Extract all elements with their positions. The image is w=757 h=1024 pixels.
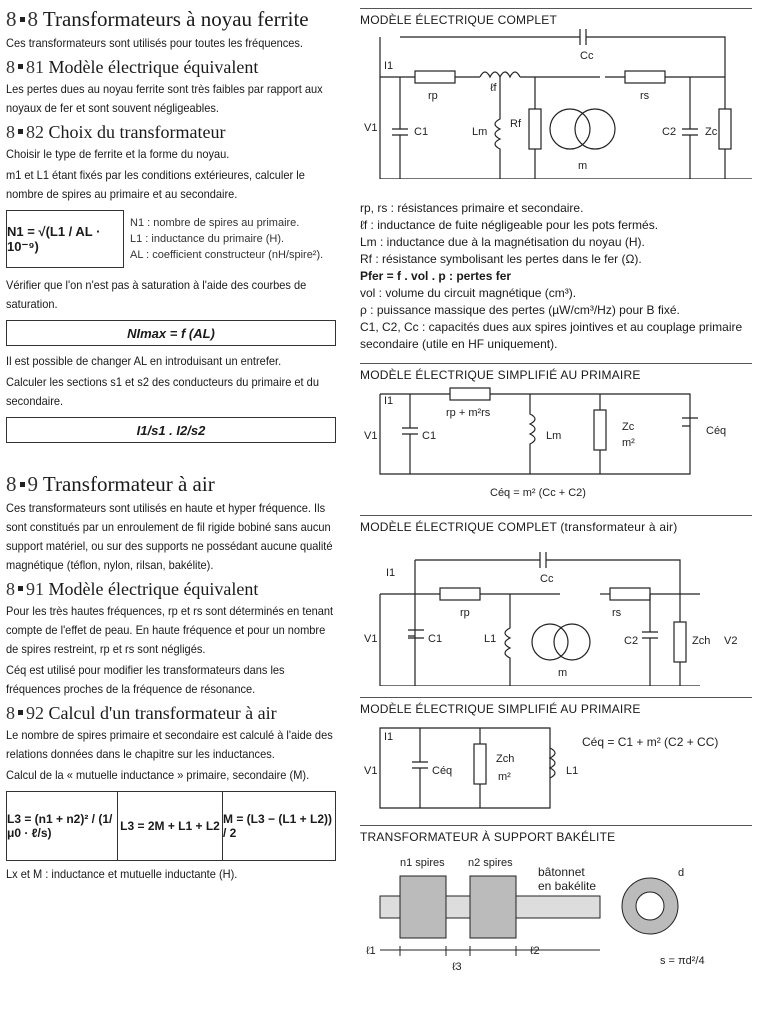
section-8-9-text: Ces transformateurs sont utilisés en haute et hyper fréquence. Ils sont constitués par un enroulement de fil rigide bobiné sans aucun support matériel, ou sur des supports ne possédant aucune qualité magnétique (téflon, nylon, rilsan, bakélite).: [6, 501, 333, 572]
mutual-inductance-formulas: [6, 791, 336, 861]
inductance-legend: Lx et M : inductance et mutuelle inductante (H).: [6, 867, 238, 881]
left-column: [6, 8, 336, 886]
ceq-formula: Céq = m² (Cc + C2): [490, 487, 586, 499]
complete-model-title: MODÈLE ÉLECTRIQUE COMPLET: [360, 13, 558, 27]
section-8-82-text-1: Choisir le type de ferrite et la forme du noyau.: [6, 147, 230, 161]
label-zc: Zc: [705, 126, 718, 138]
label-m: m: [578, 160, 588, 172]
section-8-91-heading: 8 91 Modèle électrique équivalent: [6, 579, 259, 599]
complete-model-diagram: [360, 29, 752, 179]
label-zch: Zch: [496, 753, 515, 765]
saturation-formula: NImax = f (AL): [6, 320, 336, 346]
ceq-air-formula: Céq = C1 + m² (C2 + CC): [582, 735, 719, 749]
label-v1: V1: [364, 122, 378, 134]
label-i1: I1: [386, 567, 396, 579]
label-cc: Cc: [540, 573, 554, 585]
complete-model-notes: rp, rs : résistances primaire et secondaire. ℓf : inductance de fuite négligeable pour les pots fermés. Lm : inductance due à la magnétisation du noyau (H). Rf : résistance symbolisant les pertes dans le fer (Ω). Pfer = f . vol . p : pertes fer vol : volume du circuit magnétique (cm³). ρ : puissance massique des pertes (µW/cm³/Hz) pour B fixé. C1, C2, Cc : capacités dues aux spires jointives et au couplage primaire secondaire (utile en HF uniquement).: [360, 201, 743, 351]
divider: [360, 363, 752, 364]
label-c2: C2: [662, 126, 677, 138]
section-8-81-heading: 8 81 Modèle électrique équivalent: [6, 57, 259, 77]
l3-formula-1: L3 = (n1 + n2)² / (1/μ0 · ℓ/s): [7, 792, 118, 860]
saturation-text: Vérifier que l'on n'est pas à saturation à l'aide des courbes de saturation.: [6, 278, 307, 311]
label-lm: Lm: [546, 430, 562, 442]
label-v1: V1: [364, 430, 378, 442]
section-8-92-heading: 8 92 Calcul d'un transformateur à air: [6, 703, 277, 723]
label-cc: Cc: [580, 50, 594, 62]
divider: [360, 8, 752, 9]
divider: [360, 515, 752, 516]
label-rp: rp: [428, 90, 438, 102]
label-c2: C2: [624, 635, 639, 647]
label-d: d: [678, 867, 685, 879]
air-model-diagram: [360, 536, 752, 686]
label-zch: Zch: [692, 635, 711, 647]
label-rs: rs: [612, 607, 622, 619]
section-8-91-text-2: Céq est utilisé pour modifier les transformateurs dans les fréquences proches de la fréquence de résonance.: [6, 663, 285, 696]
air-model-title: MODÈLE ÉLECTRIQUE COMPLET (transformateur à air): [360, 520, 678, 534]
m-formula: M = (L3 − (L1 + L2)) / 2: [223, 812, 333, 840]
l3-formula-2: L3 = 2M + L1 + L2: [118, 792, 223, 860]
label-lm: Lm: [472, 126, 488, 138]
label-m: m: [558, 667, 568, 679]
label-rf: Rf: [510, 118, 521, 130]
label-zc: Zc: [622, 421, 635, 433]
bakelite-diagram: [360, 846, 752, 976]
label-section: s = πd²/4: [660, 955, 705, 967]
label-c1: C1: [428, 633, 443, 645]
label-c1: C1: [414, 126, 429, 138]
label-rp: rp: [460, 607, 470, 619]
section-8-82-text-2: m1 et L1 étant fixés par les conditions extérieures, calculer le nombre de spires au primaire et au secondaire.: [6, 168, 305, 201]
air-simplified-title: MODÈLE ÉLECTRIQUE SIMPLIFIÉ AU PRIMAIRE: [360, 702, 641, 716]
section-8-92-text-2: Calcul de la « mutuelle inductance » primaire, secondaire (M).: [6, 768, 310, 782]
simplified-model-title: MODÈLE ÉLECTRIQUE SIMPLIFIÉ AU PRIMAIRE: [360, 368, 641, 382]
divider: [360, 697, 752, 698]
label-c1: C1: [422, 430, 437, 442]
label-l1: ℓ1: [366, 945, 376, 957]
label-i1: I1: [384, 60, 394, 72]
label-v2: V2: [724, 635, 738, 647]
section-8-82-heading: 8 82 Choix du transformateur: [6, 122, 226, 142]
label-i1: I1: [384, 731, 394, 743]
airgap-text: Il est possible de changer AL en introduisant un entrefer.: [6, 354, 282, 368]
label-l1: L1: [566, 765, 579, 777]
section-8-91-text-1: Pour les très hautes fréquences, rp et rs sont déterminés en tenant compte de l'effet de peau. En haute fréquence et pour un nombre de spires restreint, rp et rs sont négligés.: [6, 604, 334, 656]
current-density-formula: I1/s1 . I2/s2: [6, 417, 336, 443]
label-rod: bâtonnet: [538, 865, 585, 879]
label-v1: V1: [364, 633, 378, 645]
section-8-9-heading: 8 9 Transformateur à air: [6, 472, 215, 496]
section-8-8-heading: 8 8 Transformateurs à noyau ferrite: [6, 7, 309, 31]
section-8-92-text-1: Le nombre de spires primaire et secondaire est calculé à l'aide des relations données dans le chapitre sur les inductances.: [6, 728, 333, 761]
label-n2-turns: n2 spires: [468, 857, 513, 869]
label-n1-turns: n1 spires: [400, 857, 445, 869]
turns-formula-notes: N1 : nombre de spires au primaire. L1 : inductance du primaire (H). AL : coefficient constructeur (nH/spire²).: [130, 217, 324, 261]
bakelite-title: TRANSFORMATEUR À SUPPORT BAKÉLITE: [360, 830, 616, 844]
label-m2: m²: [498, 771, 511, 783]
label-l3: ℓ3: [452, 961, 462, 973]
right-column: [360, 8, 752, 981]
simplified-model-diagram: [360, 384, 752, 504]
sections-text: Calculer les sections s1 et s2 des conducteurs du primaire et du secondaire.: [6, 375, 319, 408]
label-ceq: Céq: [706, 425, 727, 437]
label-rp-m2-rs: rp + m²rs: [446, 407, 491, 419]
section-8-8-text: Ces transformateurs sont utilisés pour toutes les fréquences.: [6, 36, 304, 50]
air-simplified-diagram: [360, 718, 752, 814]
divider: [360, 825, 752, 826]
turns-formula: N1 = √(L1 / AL · 10⁻⁹): [6, 210, 124, 268]
label-i1: I1: [384, 395, 394, 407]
section-8-81-text: Les pertes dues au noyau ferrite sont très faibles par rapport aux noyaux de fer et sont souvent négligeables.: [6, 82, 323, 115]
label-v1: V1: [364, 765, 378, 777]
label-l1: L1: [484, 633, 497, 645]
turns-formula-row: [6, 210, 336, 268]
label-l2: ℓ2: [530, 945, 540, 957]
label-m2: m²: [622, 437, 635, 449]
label-ceq: Céq: [432, 765, 453, 777]
label-rs: rs: [640, 90, 650, 102]
label-bakelite: en bakélite: [538, 879, 597, 893]
label-lf: ℓf: [490, 82, 497, 94]
